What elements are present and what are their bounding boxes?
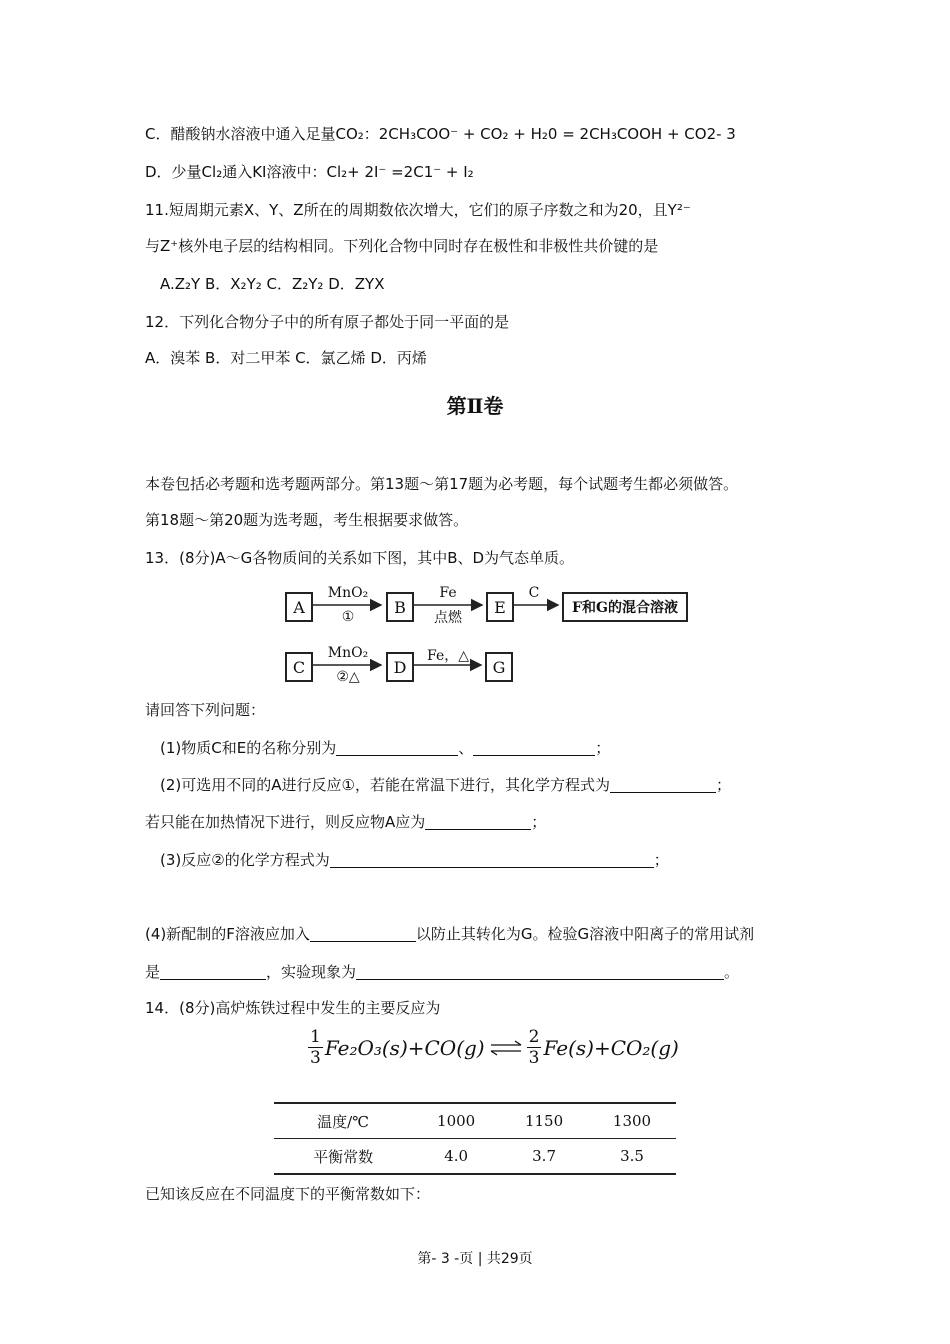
question-13-2-cont: [145, 812, 546, 832]
question-13-4: [145, 924, 754, 944]
punctuation: ；: [653, 851, 669, 869]
question-13-3-text: (3)反应②的化学方程式为: [160, 851, 330, 869]
answer-blank-e-name[interactable]: [473, 739, 595, 756]
table-cell: 3.5: [588, 1139, 676, 1175]
answer-blank-equation-2[interactable]: [330, 851, 654, 868]
question-11-options: A.Z₂Y B．X₂Y₂ C．Z₂Y₂ D．ZYX: [160, 275, 385, 293]
section-intro-line1: 本卷包括必考题和选考题两部分。第13题～第17题为必考题，每个试题考生都必须做答。: [145, 475, 739, 493]
punctuation: 。: [724, 963, 740, 981]
box-a: A: [285, 592, 313, 622]
table-cell: 1150: [500, 1103, 588, 1139]
reaction-equation: [308, 1027, 679, 1068]
box-g: G: [485, 652, 513, 682]
question-11-line1: 11.短周期元素X、Y、Z所在的周期数依次增大，它们的原子序数之和为20，且Y²⁻: [145, 201, 691, 219]
question-13-4-cont-text: 是: [145, 963, 161, 981]
answer-blank-phenomenon[interactable]: [356, 963, 724, 980]
table-cell: 温度/℃: [274, 1103, 412, 1139]
answer-blank-reactant-a[interactable]: [425, 813, 531, 830]
question-13-4-text-2: 以防止其转化为G。检验G溶液中阳离子的常用试剂: [415, 925, 755, 943]
punctuation: ；: [715, 776, 731, 794]
question-13-2-cont-text: 若只能在加热情况下进行，则反应物A应为: [145, 813, 426, 831]
question-13-4-cont: [145, 962, 739, 982]
arrow4-step-label: ②△: [336, 669, 360, 685]
punctuation: ；: [595, 739, 611, 757]
answer-blank-reagent[interactable]: [160, 963, 266, 980]
fraction-denominator: 3: [310, 1048, 321, 1068]
fraction-numerator: 2: [528, 1027, 540, 1047]
arrow3-reagent-label: C: [528, 585, 540, 601]
punctuation: ；: [531, 813, 547, 831]
section-title: 第Ⅱ卷: [446, 394, 504, 418]
question-13: 13．(8分)A～G各物质间的关系如下图，其中B、D为气态单质。: [145, 549, 575, 567]
question-14: 14．(8分)高炉炼铁过程中发生的主要反应为: [145, 999, 441, 1017]
arrow2-reagent-label: Fe: [439, 585, 457, 601]
table-cell: 4.0: [412, 1139, 500, 1175]
arrow4-catalyst-label: MnO₂: [327, 645, 369, 661]
question-13-4-text: (4)新配制的F溶液应加入: [145, 925, 310, 943]
option-c: C．醋酸钠水溶液中通入足量CO₂：2CH₃COO⁻ + CO₂ + H₂0 = 2CH₃COOH + CO2- 3: [145, 125, 736, 143]
question-13-4-cont-text-2: ，实验现象为: [266, 963, 357, 981]
option-d: D．少量Cl₂通入KI溶液中：Cl₂+ 2I⁻ =2C1⁻ + I₂: [145, 163, 474, 181]
box-fg-mixture: F和G的混合溶液: [562, 592, 688, 622]
table-cell: 3.7: [500, 1139, 588, 1175]
box-d: D: [386, 652, 414, 682]
equilibrium-constant-table: [274, 1102, 676, 1175]
arrow1-catalyst-label: MnO₂: [327, 585, 369, 601]
table-cell: 平衡常数: [274, 1139, 412, 1175]
box-c: C: [285, 652, 313, 682]
equation-products: Fe(s)+CO₂(g): [543, 1035, 679, 1060]
table-cell: 1000: [412, 1103, 500, 1139]
question-13-1: [160, 738, 610, 758]
question-11-line2: 与Z⁺核外电子层的结构相同。下列化合物中同时存在极性和非极性共价键的是: [145, 237, 659, 255]
question-13-2-text: (2)可选用不同的A进行反应①，若能在常温下进行，其化学方程式为: [160, 776, 610, 794]
fraction-one-third: [308, 1027, 323, 1068]
fraction-denominator: 3: [528, 1048, 540, 1068]
table-cell: 1300: [588, 1103, 676, 1139]
box-e: E: [486, 592, 514, 622]
question-13-1-text: (1)物质C和E的名称分别为: [160, 739, 337, 757]
section-intro-line2: 第18题～第20题为选考题，考生根据要求做答。: [145, 511, 469, 529]
question-14-note: 已知该反应在不同温度下的平衡常数如下：: [145, 1185, 431, 1203]
answer-blank-additive[interactable]: [310, 925, 416, 942]
question-13-2: [160, 775, 731, 795]
table-header-row: [274, 1103, 676, 1139]
equation-reactants: Fe₂O₃(s)+CO(g): [324, 1035, 485, 1060]
answer-blank-equation-1[interactable]: [610, 776, 716, 793]
separator: 、: [458, 739, 474, 757]
equilibrium-arrow-icon: [489, 1040, 523, 1056]
arrow2-condition-label: 点燃: [434, 610, 462, 626]
question-13-3: [160, 850, 669, 870]
fraction-two-thirds: [527, 1027, 542, 1068]
question-12: 12．下列化合物分子中的所有原子都处于同一平面的是: [145, 313, 510, 331]
page-footer: 第- 3 -页 | 共29页: [417, 1251, 533, 1267]
table-row: [274, 1139, 676, 1175]
fraction-numerator: 1: [310, 1027, 321, 1047]
arrow5-reagent-label: Fe，△: [427, 648, 469, 664]
answer-prompt: 请回答下列问题：: [145, 701, 266, 719]
answer-blank-c-name[interactable]: [336, 739, 458, 756]
arrow1-step-label: ①: [341, 609, 355, 625]
question-12-options: A．溴苯 B．对二甲苯 C．氯乙烯 D．丙烯: [145, 349, 427, 367]
box-b: B: [386, 592, 414, 622]
